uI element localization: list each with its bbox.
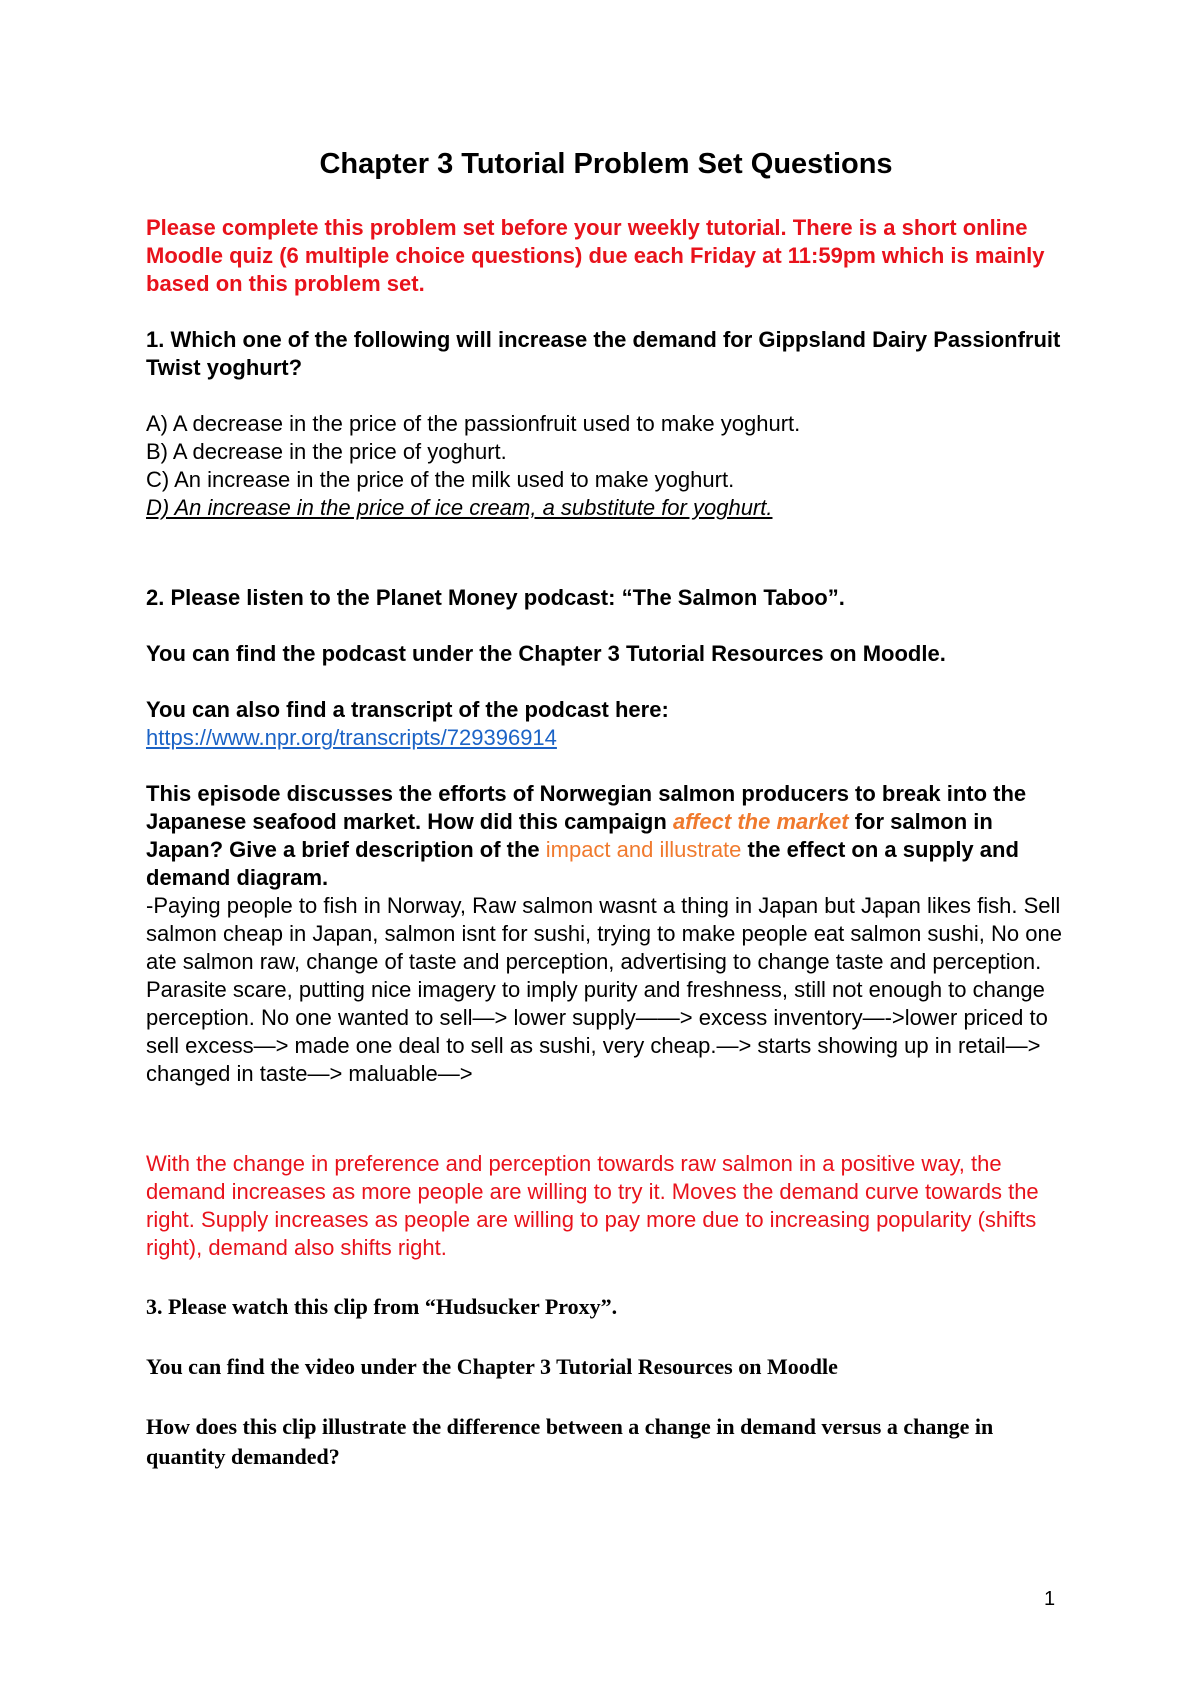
option-d-selected: D) An increase in the price of ice cream, a substitute for yoghurt.: [146, 495, 773, 520]
question-1: 1. Which one of the following will increase the demand for Gippsland Dairy Passionfruit Twist yoghurt?: [146, 327, 1061, 380]
prompt-text-a: This episode discusses the efforts of Norwegian salmon producers to break into the Japanese seafood market. How did this campaign: [146, 781, 1027, 834]
page-number: 1: [1044, 1588, 1056, 1610]
question-1-options: [146, 410, 1066, 522]
intro-instructions: Please complete this problem set before your weekly tutorial. There is a short online Moodle quiz (6 multiple choice questions) due each Friday at 11:59pm which is mainly based on this problem set.: [146, 215, 1045, 296]
question-3-heading: 3. Please watch this clip from “Hudsucker Proxy”.: [146, 1294, 618, 1319]
transcript-link[interactable]: https://www.npr.org/transcripts/729396914: [146, 725, 557, 750]
prompt-text-b: for salmon in Japan? Give a brief description of the: [146, 809, 993, 862]
question-3-find-video: You can find the video under the Chapter 3 Tutorial Resources on Moodle: [146, 1354, 838, 1379]
option-a: A) A decrease in the price of the passionfruit used to make yoghurt.: [146, 411, 801, 436]
question-2-heading: 2. Please listen to the Planet Money podcast: “The Salmon Taboo”.: [146, 585, 845, 610]
student-notes: -Paying people to fish in Norway, Raw salmon wasnt a thing in Japan but Japan likes fish. Sell salmon cheap in Japan, salmon isnt for sushi, trying to make people eat salmon sushi, No one ate salmon raw, change of taste and perception, advertising to change taste and perception. Parasite scare, putting nice imagery to imply purity and freshness, still not enough to change perception. No one wanted to sell—> lower supply——> excess inventory—->lower priced to sell excess—> made one deal to sell as sushi, very cheap.—> starts showing up in retail—> changed in taste—> maluable—>: [146, 893, 1062, 1086]
question-3-prompt: How does this clip illustrate the difference between a change in demand versus a change in quantity demanded?: [146, 1414, 994, 1469]
option-b: B) A decrease in the price of yoghurt.: [146, 439, 507, 464]
question-2-prompt: [146, 780, 1066, 892]
student-answer: With the change in preference and perception towards raw salmon in a positive way, the demand increases as more people are willing to try it. Moves the demand curve towards the right. Supply increases as people are willing to pay more due to increasing popularity (shifts right), demand also shifts right.: [146, 1151, 1039, 1260]
page-title: Chapter 3 Tutorial Problem Set Questions: [319, 148, 893, 180]
highlight-affect-market: affect the market: [672, 809, 849, 834]
question-2-find-podcast: You can find the podcast under the Chapter 3 Tutorial Resources on Moodle.: [146, 641, 946, 666]
prompt-text-c: the effect on a supply and demand diagram.: [146, 837, 1019, 890]
transcript-label: You can also find a transcript of the podcast here:: [146, 697, 669, 722]
option-c: C) An increase in the price of the milk used to make yoghurt.: [146, 467, 735, 492]
transcript-line: [146, 696, 1066, 752]
highlight-impact: impact and illustrate: [545, 837, 742, 862]
